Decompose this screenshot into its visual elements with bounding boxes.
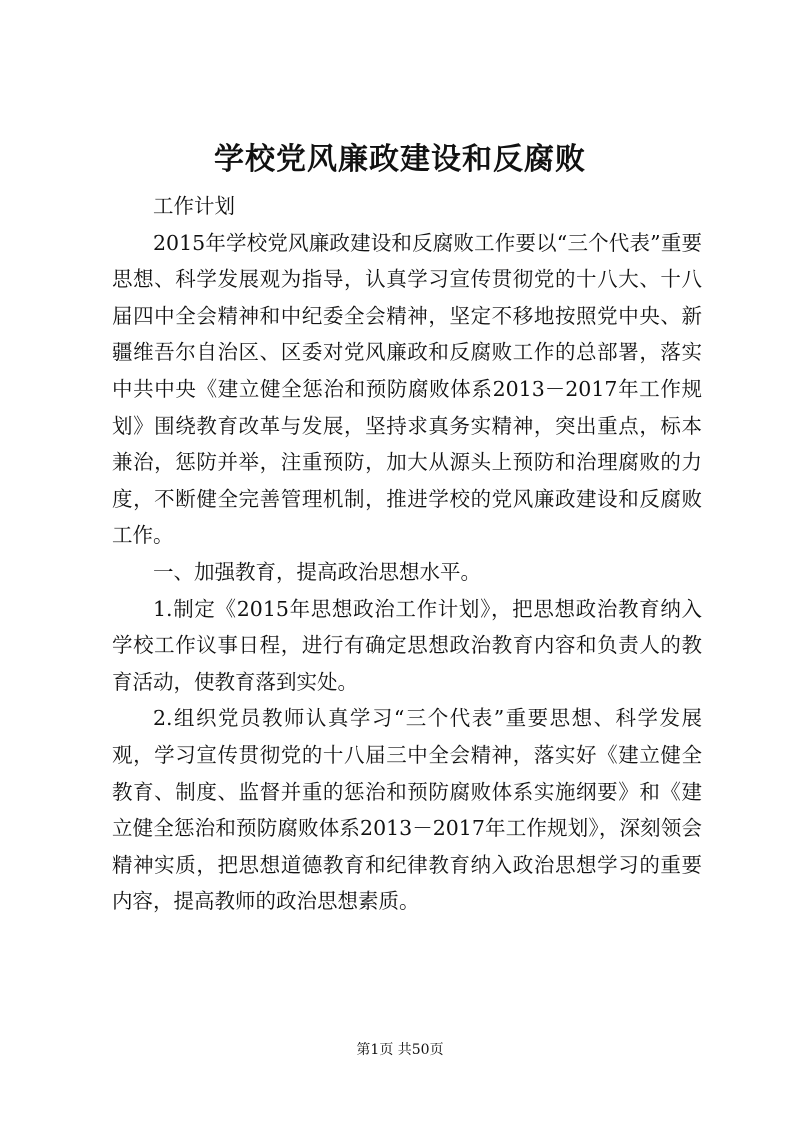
paragraph-item-2: 2.组织党员教师认真学习“三个代表”重要思想、科学发展观，学习宣传贯彻党的十八届三中全会精神，落实好《建立健全教育、制度、监督并重的惩治和预防腐败体系实施纲要》和《建立健全惩治和预防腐败体系2013－2017年工作规划》，深刻领会精神实质，把思想道德教育和纪律教育纳入政治思想学习的重要内容，提高教师的政治思想素质。: [112, 706, 702, 914]
document-body: [112, 188, 702, 920]
subtitle: 工作计划: [153, 194, 235, 218]
paragraph-intro: 2015年学校党风廉政建设和反腐败工作要以“三个代表”重要思想、科学发展观为指导，认真学习宣传贯彻党的十八大、十八届四中全会精神和中纪委全会精神，坚定不移地按照党中央、新疆维吾尔自治区、区委对党风廉政和反腐败工作的总部署，落实中共中央《建立健全惩治和预防腐败体系2013－2017年工作规划》围绕教育改革与发展，坚持求真务实精神，突出重点，标本兼治，惩防并举，注重预防，加大从源头上预防和治理腐败的力度，不断健全完善管理机制，推进学校的党风廉政建设和反腐败工作。: [112, 230, 702, 548]
section-heading-1: 一、加强教育，提高政治思想水平。: [153, 559, 481, 584]
document-title: 学校党风廉政建设和反腐败: [214, 142, 586, 177]
paragraph-item-1: 1.制定《2015年思想政治工作计划》，把思想政治教育纳入学校工作议事日程，进行有确定思想政治教育内容和负责人的教育活动，使教育落到实处。: [112, 596, 702, 694]
page-indicator: 第1页 共50页: [356, 1042, 444, 1058]
